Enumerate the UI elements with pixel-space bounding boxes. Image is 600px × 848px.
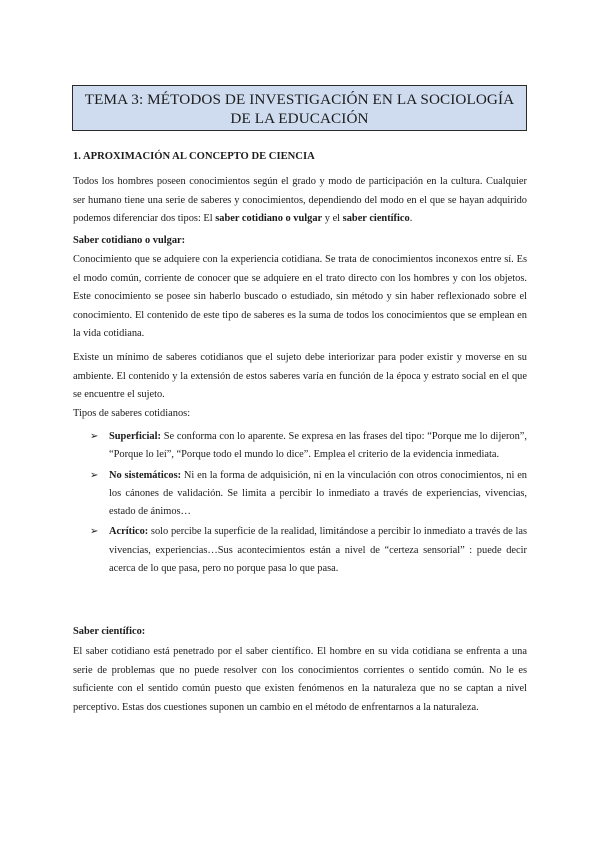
cientifico-heading: Saber científico: [73, 626, 146, 637]
list-item-no-sistematicos [90, 467, 527, 522]
intro-paragraph [73, 173, 527, 229]
list-item-superficial [90, 428, 527, 465]
intro-term-cientifico: saber científico [342, 213, 410, 224]
cotidiano-heading: Saber cotidiano o vulgar: [73, 235, 186, 246]
section-heading: 1. APROXIMACIÓN AL CONCEPTO DE CIENCIA [73, 151, 315, 162]
intro-text-c: y el [322, 213, 343, 224]
cotidiano-paragraph-1: Conocimiento que se adquiere con la experiencia cotidiana. Se trata de conocimientos inconexos entre sí. Es el modo común, corriente de conocer que se adquiere en el trato directo con los hombres y con los objetos. Este conocimiento se posee sin haberlo buscado o estudiado, sin método y sin haber reflexionado sobre el conocimiento. El contenido de este tipo de saberes es la suma de todos los conocimientos que se emplean en la vida cotidiana. [73, 254, 527, 339]
intro-term-vulgar: saber cotidiano o vulgar [215, 213, 323, 224]
list-item-term: Acrítico: [109, 526, 149, 538]
arrow-bullet-icon: ➢ [90, 431, 99, 442]
list-item-term: No sistemáticos: [109, 469, 182, 481]
arrow-bullet-icon: ➢ [90, 469, 99, 481]
list-item-text: solo percibe la superficie de la realidad, limitándose a percibir lo inmediato a través de las vivencias, experiencias…Sus acontecimientos están a nivel de “certeza sensorial” : puede decir acerca de lo que pasa, pero no porque pasa lo que pasa. [109, 526, 527, 575]
intro-text-a: Todos los hombres poseen conocimientos según el grado y modo de participación en la cultura. Cualquier ser humano tiene una serie de saberes y conocimientos, dependiendo del modo en el que se hayan adquirido podemos diferenciar dos tipos: El [73, 176, 527, 224]
list-item-acritico [90, 523, 527, 578]
types-list [90, 428, 527, 578]
title-line-2: DE LA EDUCACIÓN [230, 110, 369, 127]
arrow-bullet-icon: ➢ [90, 526, 99, 538]
list-item-term: Superficial: [109, 431, 161, 442]
list-item-text: Se conforma con lo aparente. Se expresa en las frases del tipo: “Porque me lo dijeron”, “Porque lo leí”, “Porque todo el mundo lo dice”. Emplea el criterio de la evidencia inmediata. [109, 431, 527, 461]
intro-text-d: . [409, 213, 413, 224]
title-box [72, 85, 527, 131]
cotidiano-paragraph-2: Existe un mínimo de saberes cotidianos que el sujeto debe interiorizar para poder existir y moverse en su ambiente. El contenido y la extensión de estos saberes varía en función de la época y estrato social en el que se encuentre el sujeto. [73, 352, 527, 400]
title-line-1: TEMA 3: MÉTODOS DE INVESTIGACIÓN EN LA SOCIOLOGÍA [84, 91, 515, 108]
cientifico-paragraph-1: El saber cotidiano está penetrado por el saber científico. El hombre en su vida cotidiana se enfrenta a una serie de problemas que no puede resolver con los conocimientos corrientes o sentido común. No le es suficiente con el sentido común puesto que existen fenómenos en la naturaleza que no se captan a nivel perceptivo. Estas dos cuestiones suponen un cambio en el método de enfrentarnos a la naturaleza. [73, 646, 527, 713]
types-label: Tipos de saberes cotidianos: [73, 408, 191, 419]
list-item-text: Ni en la forma de adquisición, ni en la vinculación con otros conocimientos, ni en los cánones de validación. Se limita a percibir lo inmediato a través de experiencias, vivencias, estado de ánimos… [109, 469, 528, 518]
